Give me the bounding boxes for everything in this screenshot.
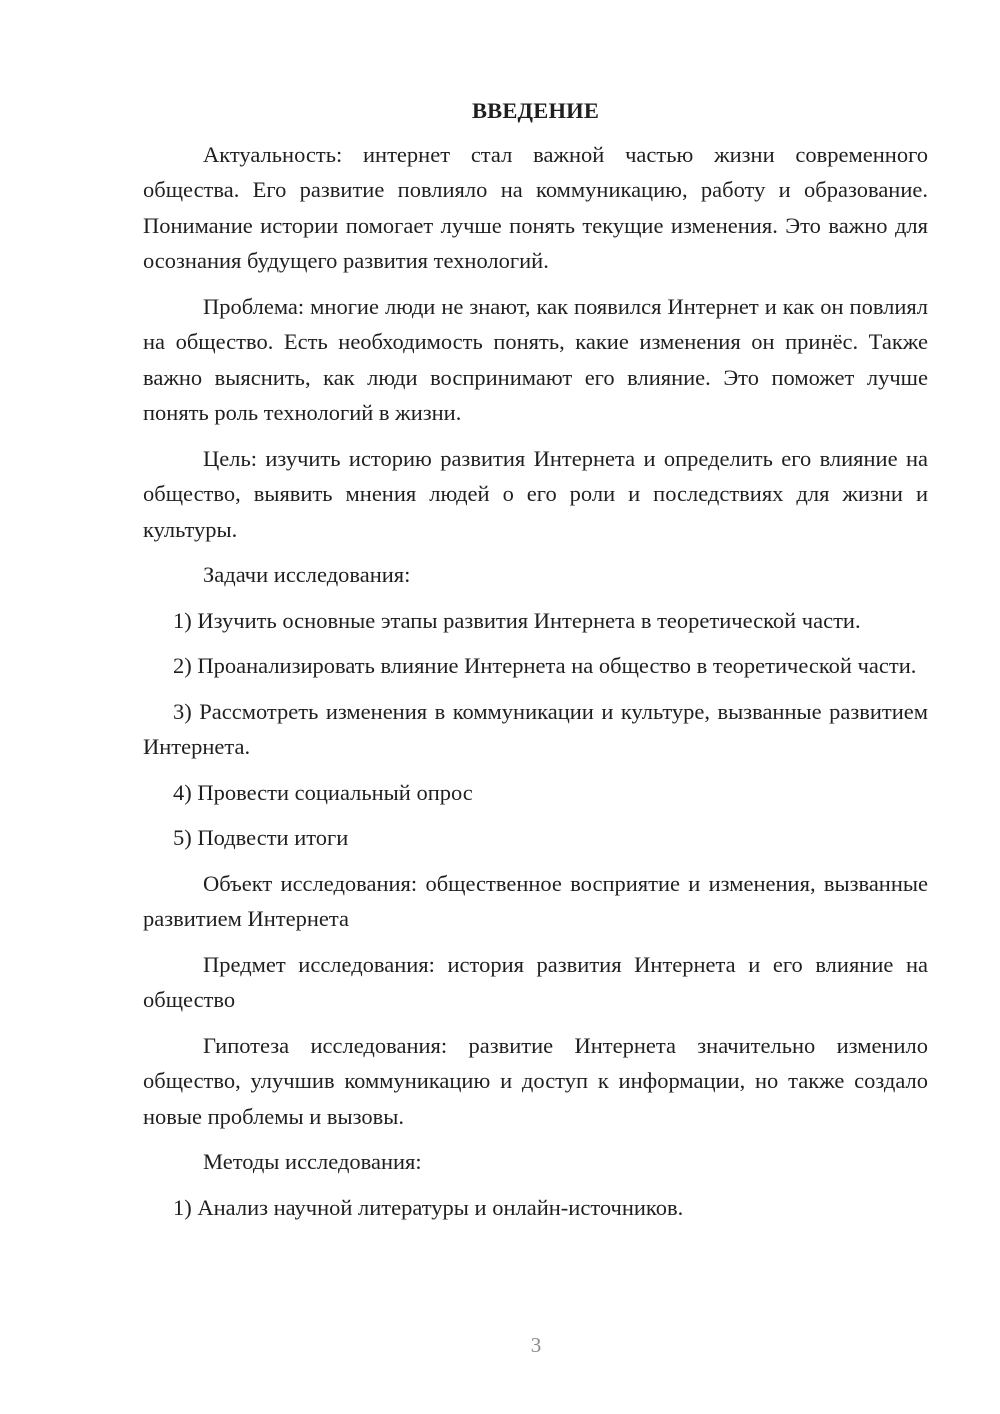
task-item: 2) Проанализировать влияние Интернета на общество в теоретической части. (173, 653, 917, 678)
method-item: 1) Анализ научной литературы и онлайн-источников. (173, 1194, 684, 1220)
task-item: 5) Подвести итоги (173, 825, 349, 850)
tasks-heading: Задачи исследования: (203, 562, 411, 587)
methods-heading: Методы исследования: (203, 1149, 422, 1174)
subject-paragraph: Предмет исследования: история развития Интернета и его влияние на общество (143, 951, 928, 1012)
goal-paragraph: Цель: изучить историю развития Интернета и определить его влияние на общество, выявить мнения людей о его роли и последствиях для жизни и культуры. (143, 445, 928, 542)
relevance-paragraph: Актуальность: интернет стал важной частью жизни современного общества. Его развитие повлияло на коммуникацию, работу и образование. Понимание истории помогает лучше понять текущие изменения. Это важно для осознания будущего развития технологий. (143, 141, 928, 273)
hypothesis-paragraph: Гипотеза исследования: развитие Интернета значительно изменило общество, улучшив коммуникацию и доступ к информации, но также создало новые проблемы и вызовы. (143, 1032, 928, 1129)
problem-paragraph: Проблема: многие люди не знают, как появился Интернет и как он повлиял на общество. Есть необходимость понять, какие изменения он принёс. Также важно выяснить, как люди воспринимают его влияние. Это поможет лучше понять роль технологий в жизни. (143, 293, 928, 425)
task-item: 4) Провести социальный опрос (173, 779, 473, 805)
page-title: ВВЕДЕНИЕ (471, 98, 600, 123)
object-paragraph: Объект исследования: общественное восприятие и изменения, вызванные развитием Интернета (143, 870, 928, 931)
task-item: 1) Изучить основные этапы развития Интернета в теоретической части. (173, 607, 861, 633)
task-item: 3) Рассмотреть изменения в коммуникации и культуре, вызванные развитием Интернета. (143, 698, 928, 759)
page-number: 3 (530, 1333, 542, 1357)
page-content (143, 93, 928, 1235)
